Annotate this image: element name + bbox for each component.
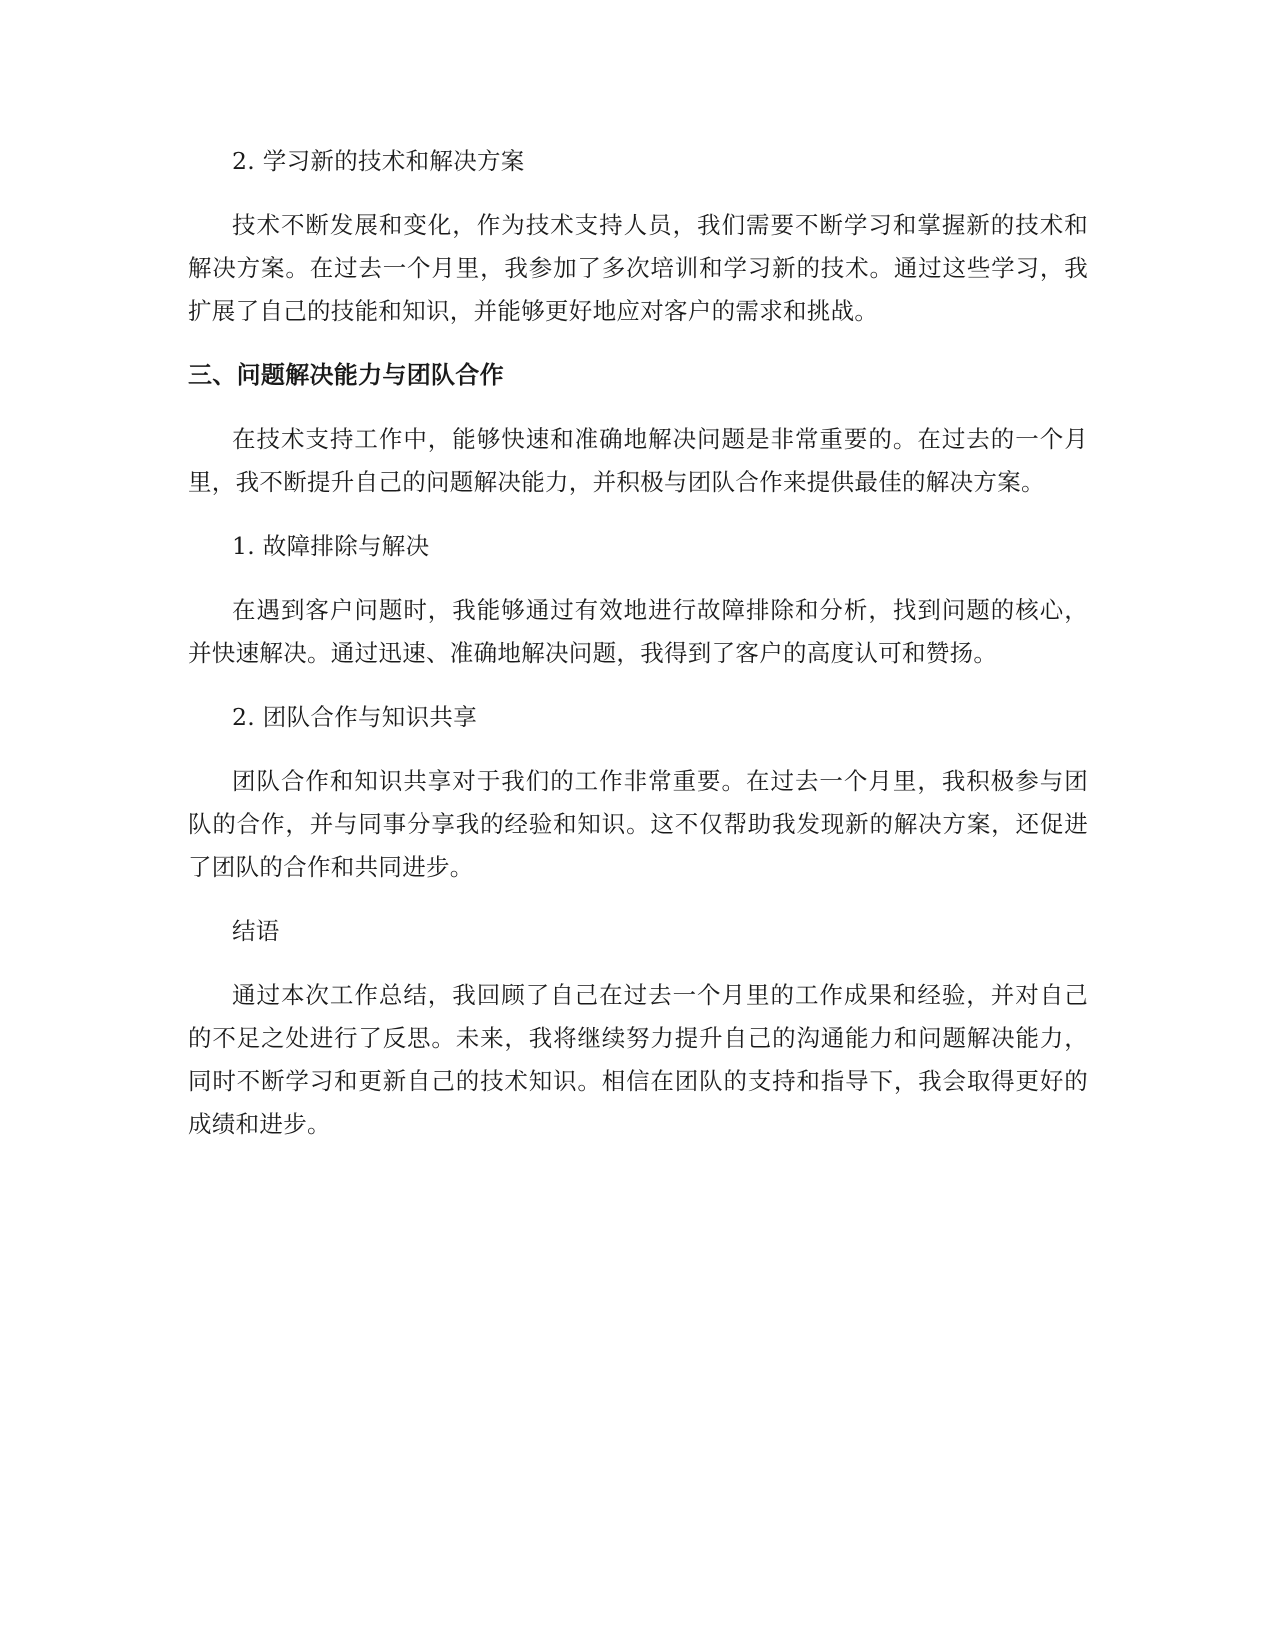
subheading-learn-new-tech: 2. 学习新的技术和解决方案	[232, 147, 525, 175]
subheading-conclusion: 结语	[232, 917, 280, 945]
paragraph-problem-solving-intro: 在技术支持工作中，能够快速和准确地解决问题是非常重要的。在过去的一个月里，我不断提升自己的问题解决能力，并积极与团队合作来提供最佳的解决方案。	[188, 425, 1088, 496]
paragraph-teamwork: 团队合作和知识共享对于我们的工作非常重要。在过去一个月里，我积极参与团队的合作，并与同事分享我的经验和知识。这不仅帮助我发现新的解决方案，还促进了团队的合作和共同进步。	[188, 767, 1088, 881]
paragraph-troubleshooting: 在遇到客户问题时，我能够通过有效地进行故障排除和分析，找到问题的核心，并快速解决。通过迅速、准确地解决问题，我得到了客户的高度认可和赞扬。	[188, 596, 1088, 667]
paragraph-learn-new-tech: 技术不断发展和变化，作为技术支持人员，我们需要不断学习和掌握新的技术和解决方案。在过去一个月里，我参加了多次培训和学习新的技术。通过这些学习，我扩展了自己的技能和知识，并能够更好地应对客户的需求和挑战。	[188, 211, 1088, 325]
subheading-teamwork: 2. 团队合作与知识共享	[232, 703, 477, 731]
paragraph-conclusion: 通过本次工作总结，我回顾了自己在过去一个月里的工作成果和经验，并对自己的不足之处进行了反思。未来，我将继续努力提升自己的沟通能力和问题解决能力，同时不断学习和更新自己的技术知识。相信在团队的支持和指导下，我会取得更好的成绩和进步。	[188, 981, 1088, 1138]
subheading-troubleshooting: 1. 故障排除与解决	[232, 532, 430, 560]
document-body	[188, 140, 1088, 1167]
section-heading-problem-solving: 三、问题解决能力与团队合作	[188, 361, 504, 389]
